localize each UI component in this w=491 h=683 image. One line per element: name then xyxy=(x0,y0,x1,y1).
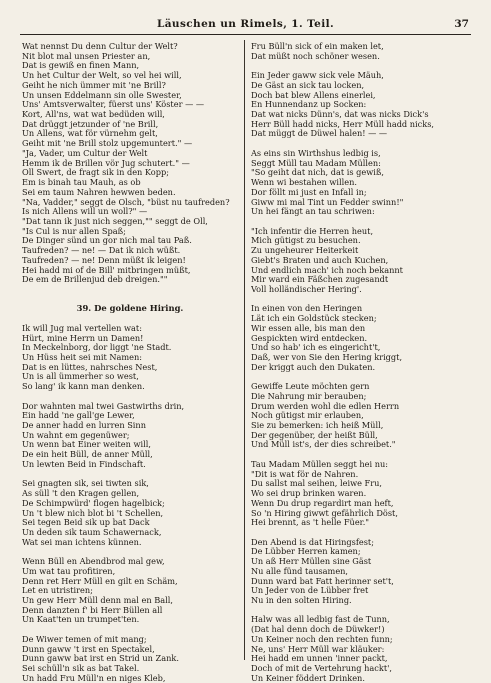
verse-line: "Ja, Vader, um Cultur der Welt xyxy=(22,147,148,158)
verse-line: Nu alle fünd tausamen, xyxy=(251,565,349,576)
verse-line: Gewiffe Leute möchten gern xyxy=(251,381,370,392)
verse-line: Sei em taum Nahren hewwen beden. xyxy=(22,186,176,197)
stanza-gap xyxy=(22,285,238,295)
verse-line: So lang' ik kann man denken. xyxy=(22,381,145,392)
verse-line: Herr Büll hadd nicks, Herr Müll hadd nicks, xyxy=(251,118,435,129)
verse-line: Is nich Allens will un woll?" — xyxy=(22,206,148,217)
verse-line: Wenn wi bestahen willen. xyxy=(251,177,358,188)
verse-line: Un aß Herr Müllen sine Gäst xyxy=(251,556,372,567)
verse-line: En Hunnendanz up Socken: xyxy=(251,99,367,110)
verse-line: Daß, wer von Sie den Hering kriggt, xyxy=(251,352,403,362)
poem-title: 39. De goldene Hiring. xyxy=(76,303,184,314)
verse-line: Wenn Du drup regardirt man heft, xyxy=(251,497,394,508)
running-title: Läuschen un Rimels, 1. Teil. xyxy=(156,18,335,30)
verse-line: Den Abend is dat Hiringsfest; xyxy=(251,536,374,547)
verse-line: Gespickten wird entdecken. xyxy=(251,332,368,343)
verse-line: "Na, Vadder," seggt de Olsch, "büst nu taufreden? xyxy=(22,196,230,207)
verse-line: Un het Cultur der Welt, so vel hei will, xyxy=(22,70,182,81)
verse-line: Uns' Amtsverwalter, füerst uns' Köster — — xyxy=(22,99,205,110)
verse-line: Dunn ward bat Fatt herinner set't, xyxy=(251,575,394,586)
verse-line: Und so hab' ich es eingericht't, xyxy=(251,342,381,353)
verse-line: Und endlich mach' ich noch bekannt xyxy=(251,264,403,275)
verse-line: Dunn gaww bat irst en Strid un Zank. xyxy=(22,653,179,664)
verse-line: Un Kaat'ten un trumpet'ten. xyxy=(22,614,140,625)
verse-line: De Schimpwürd' flogen hagelbick; xyxy=(22,497,165,508)
verse-line: As süll 't den Kragen gellen, xyxy=(22,488,140,499)
verse-line: Doch bat blew Allens einerlei, xyxy=(251,89,376,100)
verse-line: Hürt, mine Herrn un Damen! xyxy=(22,332,144,343)
verse-line: Un lewten Beid in Findschaft. xyxy=(22,458,146,469)
verse-line: Noch gütigst mir erlauben, xyxy=(251,410,364,421)
verse-line: Ein Jeder gaww sick vele Mäuh, xyxy=(251,70,384,81)
verse-line: De Dinger sünd un gor nich mal tau Paß. xyxy=(22,235,192,246)
verse-line: Hei brennt, as 't helle Füer." xyxy=(251,517,370,528)
verse-line: De Gäst an sick tau locken, xyxy=(251,79,365,90)
verse-line: Giebt's Braten und auch Kuchen, xyxy=(251,254,389,265)
verse-line: Wat nennst Du denn Cultur der Welt? xyxy=(22,42,178,51)
verse-line: (Dat hal denn doch de Düwker!) xyxy=(251,624,385,635)
page-number: 37 xyxy=(454,18,469,30)
verse-line: Un hadd Fru Müll'n en niges Kleb, xyxy=(22,672,166,683)
verse-line: Un 't blew nich blot bi 't Schellen, xyxy=(22,507,164,518)
verse-line: Un unsen Eddelmann sin olle Swester, xyxy=(22,89,182,100)
verse-line: Dat müßt noch schöner wesen. xyxy=(251,50,380,61)
verse-line: Dat drüggt jetzunder of 'ne Brill, xyxy=(22,118,159,129)
verse-line: De em de Brillenjud deb dreigen."" xyxy=(22,274,168,285)
verse-line: Lät ich ein Goldstück stecken; xyxy=(251,313,377,324)
verse-line: Wo sei drup brinken waren. xyxy=(251,488,367,499)
verse-line: Un deden sik taum Schawernack, xyxy=(22,526,162,537)
verse-line: Voll holländischer Hering'. xyxy=(251,283,362,294)
verse-line: Dat is gewiß en finen Mann, xyxy=(22,60,140,71)
verse-line: Hemm ik de Brillen vör Jug schutert." — xyxy=(22,157,190,168)
verse-line: Doch of mit de Vertehrung hackt', xyxy=(251,663,392,673)
verse-line: Um wat tau profitiren, xyxy=(22,565,116,576)
verse-line: Hei hadd mi of de Bill' mitbringen müßt, xyxy=(22,264,191,275)
verse-line: Un wahnt em gegenüwer; xyxy=(22,429,130,440)
verse-line: Un gew Herr Müll denn mal en Ball, xyxy=(22,594,173,605)
verse-line: Un wenn bat Einer weiten will, xyxy=(22,439,151,450)
verse-line: Un Keiner föddert Drinken. xyxy=(251,672,365,683)
verse-line: Dor wahnten mal twei Gastwirths drin, xyxy=(22,400,185,411)
verse-line: Un Allens, wat för vürnehm gelt, xyxy=(22,128,158,139)
verse-line: Tau Madam Müllen seggt hei nu: xyxy=(251,458,389,469)
verse-line: Die Nahrung mir berauben; xyxy=(251,390,367,401)
verse-line: "Dat tann ik just nich seggen,"" seggt de Oll, xyxy=(22,215,208,226)
verse-line: Dat müggt de Düwel halen! — — xyxy=(251,128,388,139)
verse-line: Dor föllt mi just en Infall in; xyxy=(251,186,367,197)
verse-line: Fru Büll'n sick of ein maken let, xyxy=(251,42,384,51)
verse-line: Sei gnagten sik, sei tiwten sik, xyxy=(22,478,149,489)
verse-line: Sei tegen Beid sik up bat Dack xyxy=(22,517,150,528)
verse-line: In Meckelnborg, dor liggt 'ne Stadt. xyxy=(22,342,172,353)
verse-line: As eins sin Wirthshus ledbig is, xyxy=(251,147,381,158)
verse-line: Mich gütigst zu besuchen. xyxy=(251,235,361,246)
verse-line: Der gegenüber, der heißt Büll, xyxy=(251,429,378,440)
verse-line: Seggt Müll tau Madam Müllen: xyxy=(251,157,381,168)
verse-line: Wenn Büll en Abendbrod mal gew, xyxy=(22,556,165,567)
verse-line: Un hei fängt an tau schriwen: xyxy=(251,206,375,217)
right-column xyxy=(251,42,473,683)
verse-line: "Dit is wat för de Nahren. xyxy=(251,468,359,479)
verse-line: Geiht he nich ümmer mit 'ne Brill? xyxy=(22,79,166,90)
verse-line: In einen von den Heringen xyxy=(251,303,363,314)
verse-line: Taufreden? — ne! Denn müßt ik leigen! xyxy=(22,254,186,265)
verse-line: "Ich infentir die Herren heut, xyxy=(251,225,374,236)
verse-line: Geiht mit 'ne Brill stolz upgemuntert." — xyxy=(22,138,193,149)
verse-line: Sie zu bemerken: ich heiß Müll, xyxy=(251,420,384,431)
verse-line: Ne, uns' Herr Müll war kläuker: xyxy=(251,643,385,654)
verse-line: Let en utristiren; xyxy=(22,585,93,596)
verse-line: Em is binah tau Mauh, as ob xyxy=(22,177,141,188)
verse-line: Ik will Jug mal vertellen wat: xyxy=(22,322,142,333)
verse-line: De ein heit Büll, de anner Müll, xyxy=(22,449,153,460)
verse-line: Drum werden wohl die edlen Herrn xyxy=(251,400,400,411)
verse-line: Dat is en lüttes, nahrsches Nest, xyxy=(22,361,158,372)
verse-line: Zu ungeheurer Heiterkeit xyxy=(251,245,359,256)
verse-line: De Wiwer temen of mit mang; xyxy=(22,633,147,644)
verse-line: Mir ward ein Fäßchen zugesandt xyxy=(251,274,389,285)
page-header xyxy=(20,18,471,35)
verse-line: "So geiht dat nich, dat is gewiß, xyxy=(251,167,384,178)
verse-line: Taufreden? — ne! — Dat ik nich wüßt. xyxy=(22,245,181,256)
verse-line: Nu in den solten Hiring. xyxy=(251,594,352,605)
verse-line: De anner hadd en lurren Sinn xyxy=(22,420,146,431)
verse-line: Der kriggt auch den Dukaten. xyxy=(251,361,376,372)
verse-line: Denn danzten f' bi Herr Büllen all xyxy=(22,604,163,615)
verse-line: Giww mi mal Tint un Fedder swinn!" xyxy=(251,196,404,207)
column-divider xyxy=(244,40,245,660)
verse-line: Kort, All'ns, wat wat bedüden will, xyxy=(22,109,165,120)
verse-line: Nit blot mal unsen Priester an, xyxy=(22,50,151,61)
verse-line: Hei hadd em unnen 'inner packt, xyxy=(251,653,388,664)
verse-line: Du sallst mal seihen, leiwe Fru, xyxy=(251,478,382,489)
verse-line: Denn ret Herr Müll en gilt en Schäm, xyxy=(22,575,178,586)
verse-line: Dunn gaww 't irst en Spectakel, xyxy=(22,643,155,654)
verse-line: Un is all ümmerher so west, xyxy=(22,371,139,382)
verse-line: Un Keiner noch den rechten funn; xyxy=(251,633,393,644)
verse-line: "Is Cul is nur allen Spaß; xyxy=(22,225,126,236)
verse-line: De Lübber Herren kamen; xyxy=(251,546,361,557)
verse-line: So 'n Hiring giwwt gefährlich Döst, xyxy=(251,507,398,518)
verse-line: Oll Swert, de fragt sik in den Kopp; xyxy=(22,167,169,178)
verse-line: Sei schüll'n sik as bat Takel. xyxy=(22,663,140,673)
verse-line: Halw was all ledbig fast de Tunn, xyxy=(251,614,390,625)
left-column xyxy=(22,42,238,683)
verse-line: Und Müll ist's, der dies schreibet." xyxy=(251,439,396,450)
verse-line: Un Jeder von de Lübber fret xyxy=(251,585,369,596)
verse-line: Ein hadd 'ne gall'ge Lewer, xyxy=(22,410,135,421)
verse-line: Un Hüss heit sei mit Namen: xyxy=(22,352,143,362)
verse-line: Dat wat nicks Dünn's, dat was nicks Dick's xyxy=(251,109,429,120)
verse-line: Wir essen alle, bis man den xyxy=(251,322,366,333)
verse-line: Wat sei man ichtens künnen. xyxy=(22,536,142,547)
